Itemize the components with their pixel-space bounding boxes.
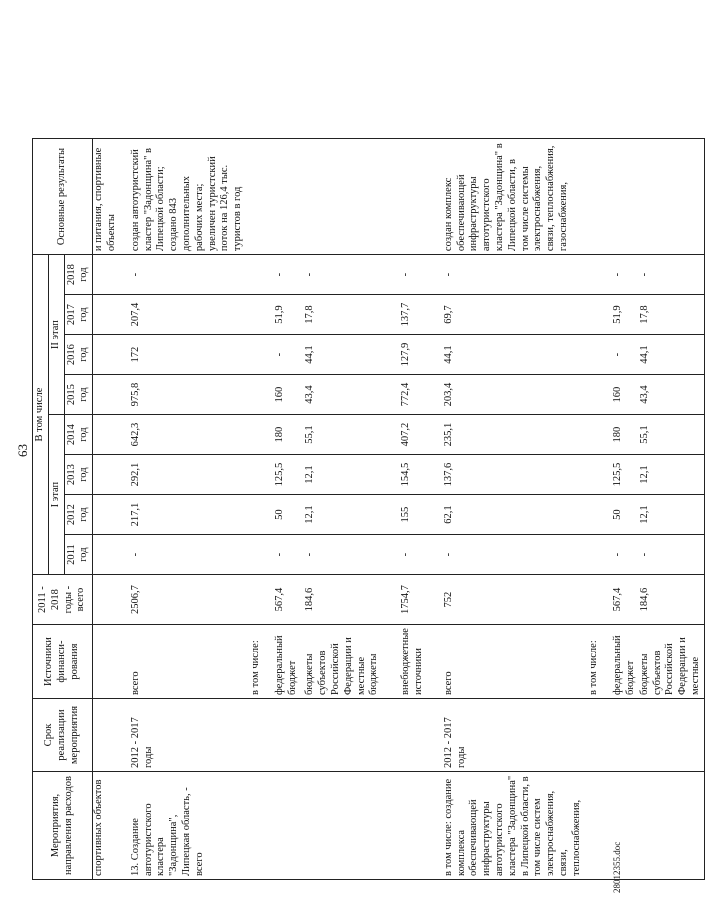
cell-year-value: - <box>300 255 382 295</box>
cell-year-value <box>93 415 120 455</box>
cell-year-value: 62,1 <box>427 495 585 535</box>
cell-year-value: 44,1 <box>639 335 704 375</box>
cell-year-value: 180 <box>602 415 639 455</box>
cell-total: 567,4 <box>602 575 639 625</box>
table-header <box>33 139 93 880</box>
header-year: 2014 год <box>64 415 93 455</box>
header-stage1: I этап <box>48 415 64 575</box>
cell-year-value: 69,7 <box>427 295 585 335</box>
cell-year-value <box>93 495 120 535</box>
cell-year-value <box>246 535 264 575</box>
cell-measure: 13. Создание автотуристского кластера "Задонщина", Липецкая область, - всего <box>120 772 246 880</box>
cell-source: всего <box>120 625 246 699</box>
cell-year-value: 55,1 <box>300 415 382 455</box>
header-year: 2018 год <box>64 255 93 295</box>
cell-year-value <box>93 535 120 575</box>
cell-year-value <box>93 375 120 415</box>
cell-year-value <box>93 455 120 495</box>
cell-measure <box>264 772 301 880</box>
cell-year-value: - <box>120 255 246 295</box>
header-including: В том числе <box>33 255 49 575</box>
cell-year-value <box>584 335 602 375</box>
footer-filename: 28012355.doc <box>612 841 622 893</box>
cell-source: внебюджетные источники <box>382 625 427 699</box>
cell-year-value <box>246 255 264 295</box>
cell-year-value: - <box>602 535 639 575</box>
cell-measure <box>584 772 602 880</box>
cell-year-value <box>584 495 602 535</box>
header-year: 2011 год <box>64 535 93 575</box>
header-year: 2013 год <box>64 455 93 495</box>
cell-year-value <box>246 375 264 415</box>
page-number: 63 <box>15 444 30 457</box>
cell-year-value: 180 <box>264 415 301 455</box>
cell-year-value: 44,1 <box>300 335 382 375</box>
cell-year-value: - <box>264 335 301 375</box>
cell-measure: в том числе: создание комплекса обеспечивающей инфраструктуры автотуристского кластера "Задонщина" в Липецкой области, в том числе систем электроснабжения, связи, теплоснабжения, <box>427 772 585 880</box>
table-row <box>93 139 120 880</box>
cell-term <box>264 699 301 772</box>
cell-year-value <box>584 415 602 455</box>
cell-year-value: 407,2 <box>382 415 427 455</box>
cell-year-value: 127,9 <box>382 335 427 375</box>
cell-year-value: 12,1 <box>300 455 382 495</box>
cell-year-value <box>584 535 602 575</box>
cell-year-value: 160 <box>264 375 301 415</box>
budget-table <box>32 138 705 880</box>
cell-year-value: 12,1 <box>300 495 382 535</box>
table-row <box>300 139 382 880</box>
cell-year-value: 235,1 <box>427 415 585 455</box>
cell-year-value: 772,4 <box>382 375 427 415</box>
table-row <box>120 139 246 880</box>
cell-year-value: - <box>382 255 427 295</box>
cell-year-value: 55,1 <box>639 415 704 455</box>
header-year: 2012 год <box>64 495 93 535</box>
cell-term <box>300 699 382 772</box>
cell-total: 184,6 <box>300 575 382 625</box>
cell-result <box>382 139 427 255</box>
cell-year-value: 50 <box>264 495 301 535</box>
cell-year-value <box>584 255 602 295</box>
header-year: 2015 год <box>64 375 93 415</box>
cell-result: создан комплекс обеспечивающей инфраструктуры автотуристского кластера "Задонщина" в Липецкой области, в том числе системы электроснабжения, связи, теплоснабжения, газоснабжения, <box>427 139 585 255</box>
cell-result <box>264 139 301 255</box>
cell-term <box>93 699 120 772</box>
cell-year-value: 203,4 <box>427 375 585 415</box>
cell-year-value: 44,1 <box>427 335 585 375</box>
cell-source: бюджеты субъектов Российской Федерации и местные <box>639 625 704 699</box>
cell-year-value: - <box>602 255 639 295</box>
header-results: Основные результаты <box>33 139 93 255</box>
cell-measure <box>300 772 382 880</box>
cell-year-value: 51,9 <box>602 295 639 335</box>
cell-year-value: - <box>300 535 382 575</box>
cell-year-value <box>93 335 120 375</box>
table-row <box>264 139 301 880</box>
header-year: 2017 год <box>64 295 93 335</box>
cell-total <box>584 575 602 625</box>
cell-year-value: 125,5 <box>264 455 301 495</box>
cell-total: 752 <box>427 575 585 625</box>
header-year: 2016 год <box>64 335 93 375</box>
cell-year-value: - <box>602 335 639 375</box>
cell-year-value: 12,1 <box>639 455 704 495</box>
cell-result: и питания, спортивные объекты <box>93 139 120 255</box>
cell-year-value: 17,8 <box>639 295 704 335</box>
header-measure: Мероприятия, направления расходов <box>33 772 93 880</box>
cell-term <box>584 699 602 772</box>
cell-year-value: - <box>427 535 585 575</box>
cell-term <box>639 699 704 772</box>
table-row <box>639 139 704 880</box>
cell-year-value: 43,4 <box>639 375 704 415</box>
cell-year-value: 292,1 <box>120 455 246 495</box>
cell-total: 567,4 <box>264 575 301 625</box>
cell-measure <box>382 772 427 880</box>
cell-source: в том числе: <box>584 625 602 699</box>
cell-year-value: - <box>264 255 301 295</box>
cell-result <box>639 139 704 255</box>
cell-year-value: 12,1 <box>639 495 704 535</box>
header-total: 2011 - 2018 годы - всего <box>33 575 93 625</box>
cell-measure <box>639 772 704 880</box>
cell-year-value: 50 <box>602 495 639 535</box>
cell-term: 2012 - 2017 годы <box>120 699 246 772</box>
cell-year-value: 155 <box>382 495 427 535</box>
cell-year-value: 137,7 <box>382 295 427 335</box>
cell-result <box>246 139 264 255</box>
cell-year-value <box>93 295 120 335</box>
cell-source: в том числе: <box>246 625 264 699</box>
cell-year-value: - <box>639 535 704 575</box>
cell-term: 2012 - 2017 годы <box>427 699 585 772</box>
table-body <box>93 139 705 880</box>
cell-year-value <box>246 495 264 535</box>
cell-year-value: 154,5 <box>382 455 427 495</box>
cell-year-value: 43,4 <box>300 375 382 415</box>
cell-result <box>602 139 639 255</box>
cell-year-value: 207,4 <box>120 295 246 335</box>
cell-source <box>93 625 120 699</box>
cell-year-value <box>584 455 602 495</box>
header-term: Срок реализации мероприятия <box>33 699 93 772</box>
cell-year-value: - <box>120 535 246 575</box>
table-row <box>602 139 639 880</box>
cell-year-value <box>246 455 264 495</box>
cell-term <box>246 699 264 772</box>
table-row <box>584 139 602 880</box>
table-row <box>427 139 585 880</box>
cell-source: федеральный бюджет <box>264 625 301 699</box>
cell-year-value <box>93 255 120 295</box>
cell-measure <box>246 772 264 880</box>
cell-source: бюджеты субъектов Российской Федерации и местные бюджеты <box>300 625 382 699</box>
cell-year-value: 137,6 <box>427 455 585 495</box>
cell-result <box>300 139 382 255</box>
cell-year-value <box>584 295 602 335</box>
cell-year-value <box>246 335 264 375</box>
cell-term <box>602 699 639 772</box>
cell-term <box>382 699 427 772</box>
cell-year-value: 975,8 <box>120 375 246 415</box>
cell-year-value <box>246 295 264 335</box>
cell-source: федеральный бюджет <box>602 625 639 699</box>
cell-year-value: 160 <box>602 375 639 415</box>
header-sources: Источники финанси-рования <box>33 625 93 699</box>
cell-total: 184,6 <box>639 575 704 625</box>
cell-total: 2506,7 <box>120 575 246 625</box>
cell-source: всего <box>427 625 585 699</box>
cell-year-value: - <box>427 255 585 295</box>
cell-total <box>93 575 120 625</box>
cell-year-value: - <box>639 255 704 295</box>
header-stage2: II этап <box>48 255 64 415</box>
table-row <box>382 139 427 880</box>
cell-total: 1754,7 <box>382 575 427 625</box>
cell-result <box>584 139 602 255</box>
cell-year-value <box>246 415 264 455</box>
cell-year-value: 642,3 <box>120 415 246 455</box>
cell-year-value: 51,9 <box>264 295 301 335</box>
cell-year-value <box>584 375 602 415</box>
cell-total <box>246 575 264 625</box>
cell-year-value: - <box>264 535 301 575</box>
cell-year-value: 125,5 <box>602 455 639 495</box>
cell-year-value: - <box>382 535 427 575</box>
cell-year-value: 217,1 <box>120 495 246 535</box>
table-row <box>246 139 264 880</box>
cell-year-value: 17,8 <box>300 295 382 335</box>
cell-result: создан автотуристский кластер "Задонщина" в Липецкой области; создано 843 дополнительных рабочих места; увеличен туристский поток на 126,4 тыс. туристов в год <box>120 139 246 255</box>
cell-year-value: 172 <box>120 335 246 375</box>
cell-measure: спортивных объектов <box>93 772 120 880</box>
